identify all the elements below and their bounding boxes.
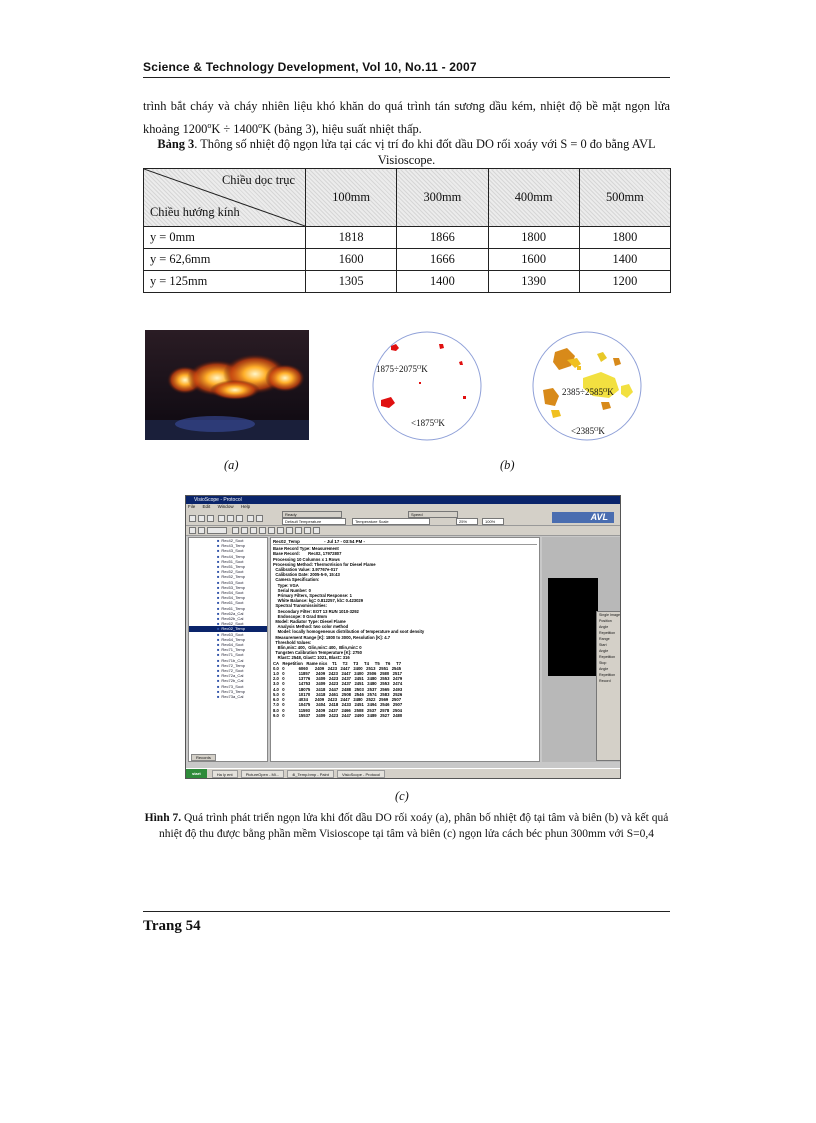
panel-item: Stop <box>599 661 607 665</box>
stop-icon[interactable] <box>241 527 248 534</box>
protocol-line: Calibration Value: 3.97767e-017 <box>273 567 338 573</box>
menu-item-edit[interactable]: Edit <box>202 504 211 509</box>
figure-label-c: (c) <box>395 789 409 803</box>
para-text-3: K (bảng 3), hiệu suất nhiệt thấp. <box>262 122 422 137</box>
protocol-line: 3.0 0 14753 2409 2423 2437 2451 2480 2553 2474 <box>273 681 403 687</box>
col-header: 300mm <box>397 169 488 227</box>
protocol-line: Analysis Method: two color method <box>273 624 349 630</box>
image-select-panel <box>596 611 621 761</box>
journal-header: Science & Technology Development, Vol 10, No.11 - 2007 <box>143 60 477 74</box>
protocol-line: Base Record: Rec02, 17972807 <box>273 551 342 557</box>
protocol-line: 5.0 0 10170 2418 2461 2508 2546 2574 2583 2526 <box>273 691 403 697</box>
protocol-line: Processing 10 Columns x 1 Rows <box>273 556 340 562</box>
protocol-header: Rec02_Temp - Jul 17 - 03:54 PM - <box>273 539 537 545</box>
tree-item[interactable]: ■ Rec51_Temp <box>189 564 267 569</box>
table-cell: 1666 <box>397 249 488 271</box>
tree-item[interactable]: ■ Rec71_Temp <box>189 647 267 652</box>
circle2-lower-label: $<2385^OK$ <box>571 426 605 436</box>
protocol-line: Model: locally homogeneous distribution of temperature and soot density <box>273 629 425 635</box>
menu-item-help[interactable]: Help <box>240 504 251 509</box>
protocol-line: White Balance: kg= 0.812257, kb= 0.423029 <box>273 598 364 604</box>
fps-select[interactable] <box>207 527 227 534</box>
protocol-line: Base Record Type: Measurement <box>273 546 339 552</box>
tree-item[interactable]: ■ Rec52_Soot <box>189 569 267 574</box>
image-view <box>548 578 598 676</box>
window-title-bar: VisioScope - Protocol <box>186 496 620 504</box>
table-cell: 1800 <box>579 227 670 249</box>
table-row <box>144 249 671 271</box>
circle-1-graphic <box>371 330 483 442</box>
table-cell: 1390 <box>488 271 579 293</box>
protocol-line: Camera Specification: <box>273 577 320 583</box>
header-rule <box>143 77 670 78</box>
taskbar-item[interactable]: Ha ly ent <box>212 770 238 778</box>
tree-item[interactable]: ■ Rec71b_Cal <box>189 658 267 663</box>
protocol-line: Model: Radiator Type: Diesel Flame <box>273 619 346 625</box>
status-speed: Speed <box>408 511 458 518</box>
tree-item[interactable]: ■ Rec61_Soot <box>189 600 267 605</box>
table3-caption-text: . Thông số nhiệt độ ngọn lửa tại các vị trí đo khi đốt dầu DO rối xoáy với S = 0 đo bằng AVL Visioscope. <box>194 137 656 167</box>
corner-bottom-label: Chiều hướng kính <box>150 205 240 219</box>
flame-image <box>145 330 309 440</box>
save-icon[interactable] <box>207 515 214 522</box>
protocol-line: 7.0 0 10475 2404 2418 2433 2451 2494 2546 2507 <box>273 702 403 708</box>
row-label: y = 125mm <box>144 271 306 293</box>
table3-caption-label: Bảng 3 <box>157 137 195 151</box>
temperature-map-edge <box>531 330 643 442</box>
protocol-line: Endoscope: 0 Grad 8mm <box>273 613 327 619</box>
panel-item: Start <box>599 643 607 647</box>
tree-item[interactable]: ■ Rec43_Soot <box>189 548 267 553</box>
temperature-map-center <box>371 330 483 442</box>
panel-item: Single Image <box>599 613 620 617</box>
panel-item: Repetition <box>599 655 616 659</box>
tree-item[interactable]: ■ Rec53_Temp <box>189 585 267 590</box>
first-frame-icon[interactable] <box>268 527 275 534</box>
panel-item: Repetition <box>599 673 616 677</box>
circle-2-graphic <box>531 330 643 442</box>
protocol-line: 9.0 0 15537 2409 2423 2447 2490 2489 2527 2480 <box>273 712 403 718</box>
row-label: y = 62,6mm <box>144 249 306 271</box>
pencil-icon[interactable] <box>189 527 196 534</box>
circle1-lower-label: $<1875^OK$ <box>411 418 445 428</box>
protocol-text-pane <box>270 537 540 762</box>
menu-item-file[interactable]: File <box>188 504 196 509</box>
tree-item[interactable]: ■ Rec63_Soot <box>189 632 267 637</box>
table3-caption <box>143 136 670 168</box>
default-temperature-select[interactable]: Default Temperature <box>282 518 346 525</box>
protocol-line: 8.0 0 11593 2409 2437 2466 2508 2537 2578 2504 <box>273 707 402 713</box>
panel-item: Record <box>599 679 611 683</box>
table3-corner-cell <box>144 169 306 227</box>
panel-list <box>599 612 621 684</box>
tree-item[interactable]: ■ Rec62_Soot <box>189 621 267 626</box>
zoom-select-2[interactable]: 100% <box>482 518 504 525</box>
figure7-caption <box>143 810 670 842</box>
copy-frame-icon[interactable] <box>198 527 205 534</box>
panel-item: Angle <box>599 625 609 629</box>
table-row <box>144 227 671 249</box>
para-text-1: trình bắt cháy và cháy nhiên liệu khó khăn do quá trình tán sương dầu kém, nhiệt độ bề mặt ngọn lửa khoảng 1200 <box>143 99 670 137</box>
footer-rule <box>143 911 670 912</box>
tree-item[interactable]: ■ Rec44_Temp <box>189 554 267 559</box>
para-text-2: K ÷ 1400 <box>211 122 259 137</box>
page-number: Trang 54 <box>143 918 201 934</box>
protocol-line: 2.0 0 13776 2409 2423 2437 2451 2480 2553 2479 <box>273 676 403 682</box>
table-cell: 1200 <box>579 271 670 293</box>
protocol-line: Rlast= 2548, Glast= 1021, Blast= 316 <box>273 655 350 661</box>
panel-item: Angle <box>599 649 609 653</box>
tree-item[interactable]: ■ Rec43_Temp <box>189 543 267 548</box>
tree-item[interactable]: ■ Rec62b_Cal <box>189 616 267 621</box>
table-cell: 1305 <box>306 271 397 293</box>
records-list <box>189 538 267 699</box>
panel-item: Repetition <box>599 631 616 635</box>
protocol-line: Measurement Range [K]: 1800 to 3000, Resolution [K]: 4.7 <box>273 634 391 640</box>
table-cell: 1400 <box>397 271 488 293</box>
protocol-lines <box>273 546 537 718</box>
taskbar-item[interactable]: VisioScope - Protocol <box>337 770 385 778</box>
protocol-line: Spectral Transmissivities: <box>273 603 327 609</box>
protocol-line: Tungsten Calibration Temperature [K]: 2750 <box>273 650 362 656</box>
tree-item[interactable]: ■ Rec52_Temp <box>189 574 267 579</box>
open-icon[interactable] <box>198 515 205 522</box>
protocol-line: Blin,min= 400, Glin,min= 400, Blin,min= 0 <box>273 645 362 651</box>
panel-item: Range <box>599 637 610 641</box>
protocol-line: Primary Filters, Spectral Response: 1 <box>273 593 352 599</box>
tree-item[interactable]: ■ Rec62a_Cal <box>189 611 267 616</box>
table-cell: 1818 <box>306 227 397 249</box>
help-icon[interactable] <box>256 515 263 522</box>
fast-forward-icon[interactable] <box>304 527 311 534</box>
avl-logo: AVL <box>552 512 614 523</box>
tree-item[interactable]: ■ Rec72a_Cal <box>189 673 267 678</box>
temperature-scale-select[interactable]: Temperature Scale <box>352 518 430 525</box>
copy-icon[interactable] <box>227 515 234 522</box>
protocol-line: Type: VGA <box>273 582 299 588</box>
visioscope-screenshot <box>185 495 621 779</box>
protocol-line: Threshold Values: <box>273 639 312 645</box>
row-label: y = 0mm <box>144 227 306 249</box>
tree-item[interactable]: ■ Rec61_Temp <box>189 606 267 611</box>
table-cell: 1800 <box>488 227 579 249</box>
figure-label-b: (b) <box>500 458 515 472</box>
table-row <box>144 271 671 293</box>
tree-item[interactable]: ■ Rec42_Soot <box>189 538 267 543</box>
protocol-line: 1.0 0 11857 2409 2423 2447 2400 2506 2580 2517 <box>273 671 402 677</box>
col-header: 100mm <box>306 169 397 227</box>
step-back-icon[interactable] <box>250 527 257 534</box>
tree-item[interactable]: ■ Rec54_Soot <box>189 590 267 595</box>
tree-item[interactable]: ■ Rec02_Temp <box>189 626 267 631</box>
panel-item: Position <box>599 619 612 623</box>
print-icon[interactable] <box>247 515 254 522</box>
figure7-caption-label: Hình 7. <box>144 812 182 824</box>
table-cell: 1600 <box>306 249 397 271</box>
figure7-caption-text: Quá trình phát triển ngọn lửa khi đốt dầu DO rối xoáy (a), phân bố nhiệt độ tại tâm và biên (b) và kết quả nhiệt độ thu được bằng phần mềm Visioscope tại tâm và biên (c) ngọn lửa cách béc phun 300mm với S=0,4 <box>159 812 669 840</box>
zoom-select-1[interactable]: 25% <box>456 518 478 525</box>
tree-item[interactable]: ■ Rec54_Temp <box>189 595 267 600</box>
circle2-upper-label: $2385\div 2585^OK$ <box>562 387 614 397</box>
tree-item[interactable]: ■ Rec73_Soot <box>189 684 267 689</box>
protocol-line: CA Repetition Rame nics T1 T2 T3 T4 T5 T6 T7 <box>273 660 402 666</box>
figure-label-a: (a) <box>224 458 239 472</box>
para-sup-2: o <box>258 121 263 130</box>
rewind-icon[interactable] <box>295 527 302 534</box>
col-header: 500mm <box>579 169 670 227</box>
corner-top-label: Chiều dọc trục <box>222 173 295 187</box>
tree-item[interactable]: ■ Rec73a_Cal <box>189 694 267 699</box>
panel-item: Angle <box>599 667 609 671</box>
table3-header-row <box>144 169 671 227</box>
paste-icon[interactable] <box>236 515 243 522</box>
tree-item[interactable]: ■ Rec72_Soot <box>189 668 267 673</box>
table-cell: 1866 <box>397 227 488 249</box>
tree-item[interactable]: ■ Rec53_Soot <box>189 580 267 585</box>
new-icon[interactable] <box>189 515 196 522</box>
step-forward-icon[interactable] <box>259 527 266 534</box>
flame-photo <box>145 330 309 440</box>
taskbar <box>186 768 620 778</box>
tree-item[interactable]: ■ Rec72_Temp <box>189 663 267 668</box>
table-cell: 1600 <box>488 249 579 271</box>
protocol-line: Serial Number: 0 <box>273 587 311 593</box>
menu-item-window[interactable]: Window <box>217 504 234 509</box>
taskbar-item[interactable]: 4l_Temp.bmp - Paint <box>287 770 334 778</box>
playback-toolbar <box>186 526 620 536</box>
protocol-line: Secondary Filter: EOT 13 RUN 1010-3292 <box>273 608 359 614</box>
tree-item[interactable]: ■ Rec73_Temp <box>189 689 267 694</box>
protocol-line: Calibration Date: 2005-5-9, 15:43 <box>273 572 340 578</box>
circle1-upper-label: $1875\div 2075^OK$ <box>376 364 428 374</box>
table3 <box>143 168 671 293</box>
tree-item[interactable]: ■ Rec51_Soot <box>189 559 267 564</box>
tree-item[interactable]: ■ Rec64_Soot <box>189 642 267 647</box>
tree-item[interactable]: ■ Rec64_Temp <box>189 637 267 642</box>
para-sup-1: o <box>207 121 212 130</box>
protocol-line: 6.0 0 4034 2409 2423 2447 2480 2522 2569 2507 <box>273 697 402 703</box>
start-button[interactable]: start <box>186 769 207 779</box>
protocol-line: Processing Method: ThermoVision for Diesel Flame <box>273 561 376 567</box>
protocol-line: 0.0 0 6060 2409 2423 2447 2400 2513 2551 2545 <box>273 665 402 671</box>
tree-item[interactable]: ■ Rec72b_Cal <box>189 678 267 683</box>
records-tree <box>188 537 268 762</box>
status-ready: Ready <box>282 511 342 518</box>
col-header: 400mm <box>488 169 579 227</box>
taskbar-item[interactable]: PictureOpen - Mi... <box>241 770 284 778</box>
body-paragraph <box>143 96 670 139</box>
last-frame-icon[interactable] <box>277 527 284 534</box>
play-icon[interactable] <box>232 527 239 534</box>
protocol-line: 4.0 0 18075 2418 2447 2488 2503 2537 2565 2493 <box>273 686 403 692</box>
table-cell: 1400 <box>579 249 670 271</box>
cut-icon[interactable] <box>218 515 225 522</box>
end-icon[interactable] <box>313 527 320 534</box>
loop-icon[interactable] <box>286 527 293 534</box>
records-tab[interactable]: Records <box>191 754 216 761</box>
tree-item[interactable]: ■ Rec71_Soot <box>189 652 267 657</box>
